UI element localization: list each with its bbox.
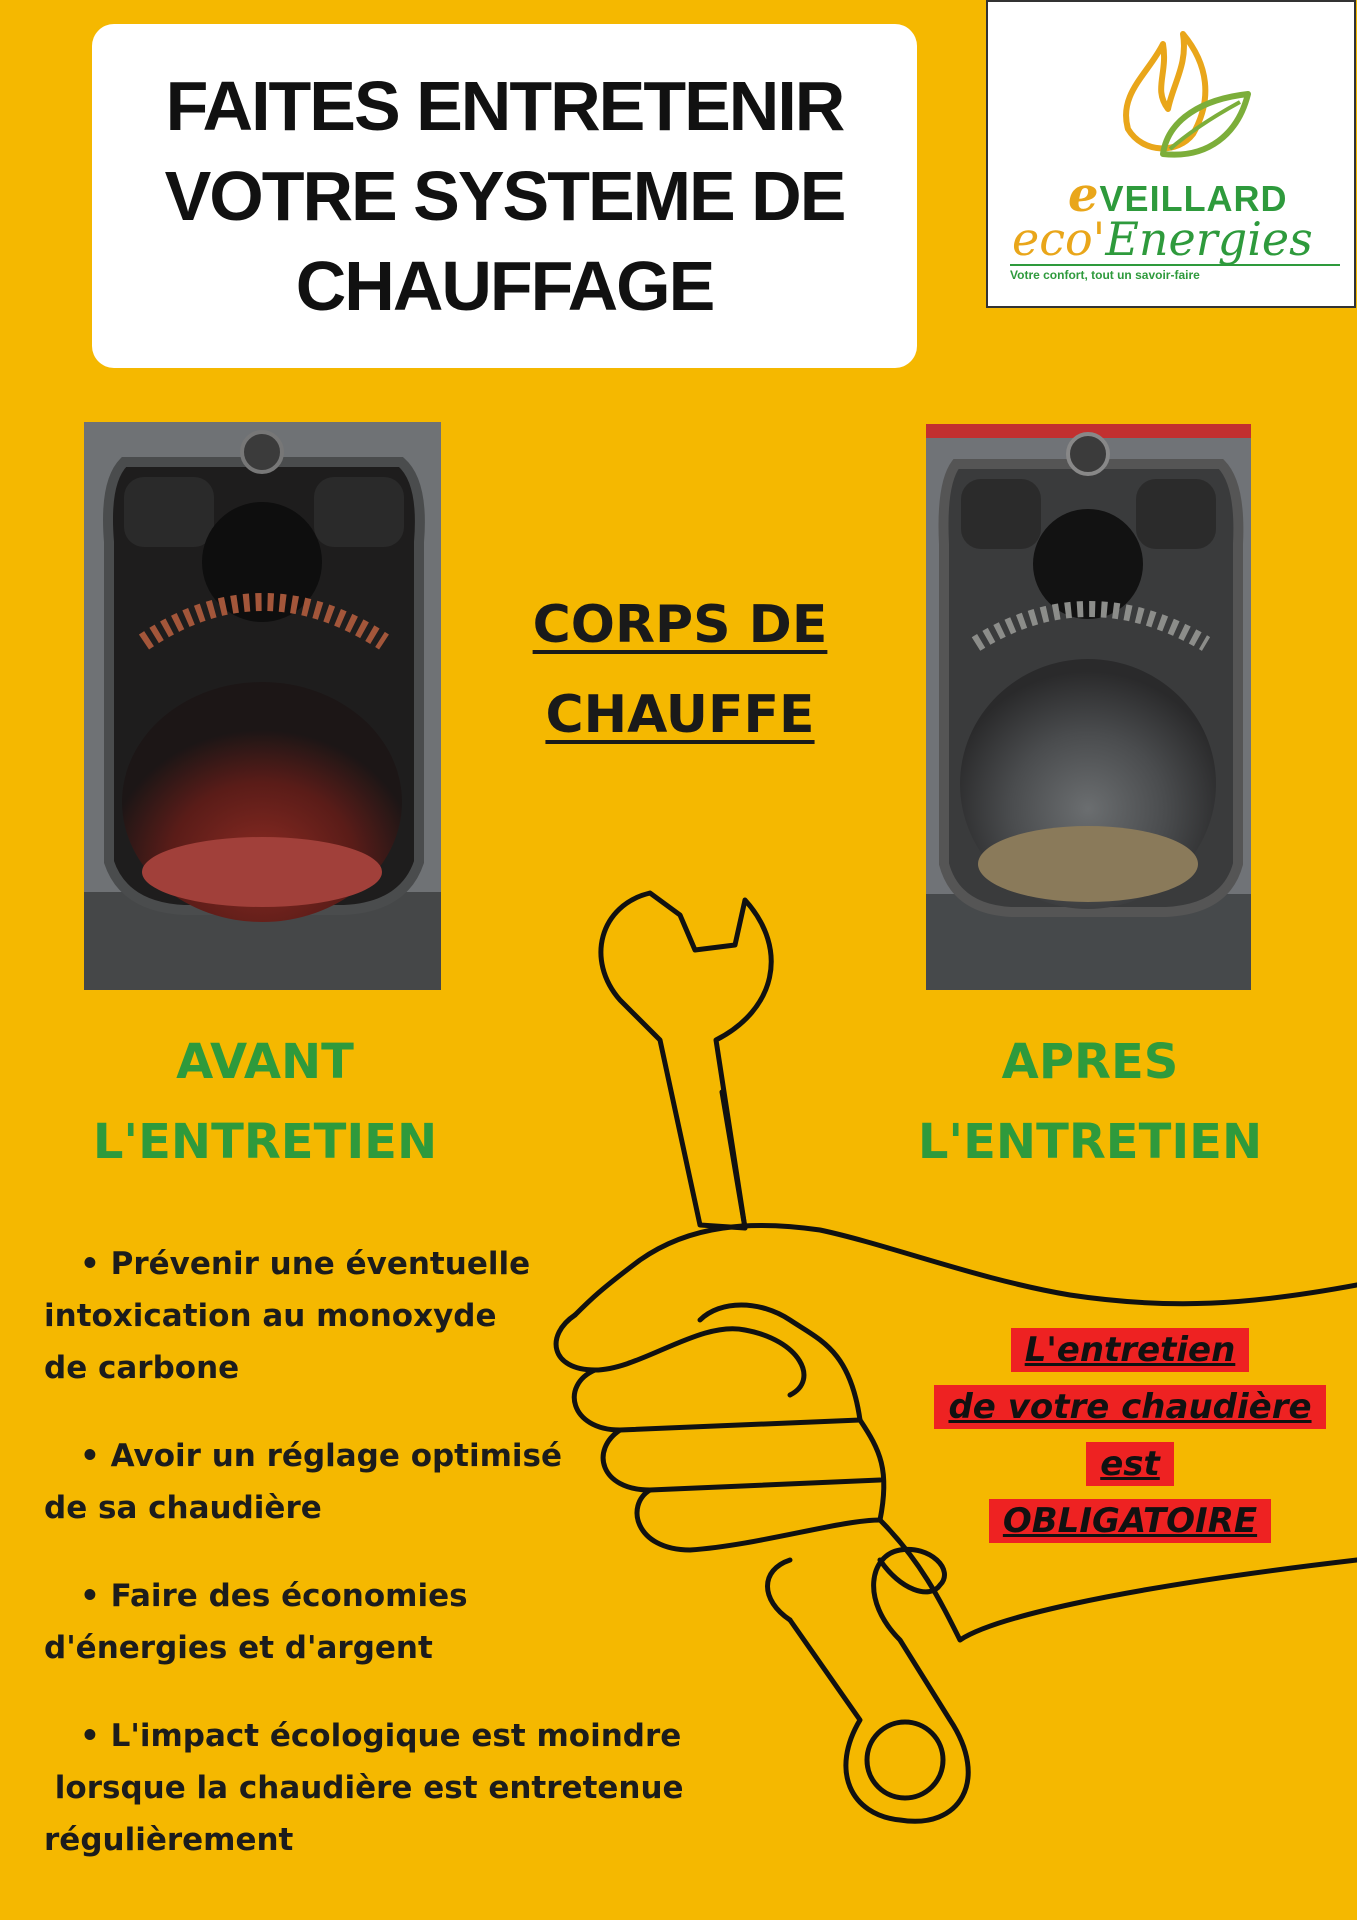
benefit-item (44, 1430, 804, 1534)
benefit-line: d'énergies et d'argent (44, 1630, 433, 1666)
before-label-line-1: AVANT (176, 1034, 354, 1090)
benefit-line: • Faire des économies (80, 1578, 468, 1614)
title-line-2: VOTRE SYSTEME DE (164, 157, 845, 235)
after-label-line-2: L'ENTRETIEN (917, 1114, 1263, 1170)
benefit-item (44, 1710, 804, 1866)
notice-line-2: de votre chaudière (934, 1385, 1325, 1429)
benefit-item (44, 1238, 804, 1394)
title-line-3: CHAUFFAGE (295, 247, 714, 325)
notice-line-3: est (1086, 1442, 1174, 1486)
benefit-line: lorsque la chaudière est entretenue (44, 1770, 684, 1806)
benefit-line: • Prévenir une éventuelle (80, 1246, 531, 1282)
benefit-line: intoxication au monoxyde (44, 1298, 497, 1334)
benefit-line: régulièrement (44, 1822, 294, 1858)
section-label-line-2: CHAUFFE (545, 685, 815, 745)
benefit-item (44, 1570, 804, 1674)
title-line-1: FAITES ENTRETENIR (165, 67, 844, 145)
benefits-list (44, 1238, 804, 1902)
logo-brand-part2: Energies (1105, 212, 1313, 266)
notice-line-1: L'entretien (1011, 1328, 1250, 1372)
logo-tagline: Votre confort, tout un savoir-faire (1010, 264, 1340, 282)
benefit-line: • Avoir un réglage optimisé (80, 1438, 563, 1474)
logo-name-rest: VEILLARD (1099, 178, 1288, 219)
mandatory-notice (905, 1322, 1355, 1550)
logo-name-prefix: e (1068, 167, 1100, 223)
before-label-line-2: L'ENTRETIEN (92, 1114, 438, 1170)
benefit-line: de carbone (44, 1350, 240, 1386)
section-label-line-1: CORPS DE (532, 595, 828, 655)
benefit-line: de sa chaudière (44, 1490, 322, 1526)
after-label-line-1: APRES (1001, 1034, 1179, 1090)
benefit-line: • L'impact écologique est moindre (80, 1718, 682, 1754)
logo-brand-part1: eco' (1012, 212, 1106, 266)
notice-line-4: OBLIGATOIRE (989, 1499, 1271, 1543)
